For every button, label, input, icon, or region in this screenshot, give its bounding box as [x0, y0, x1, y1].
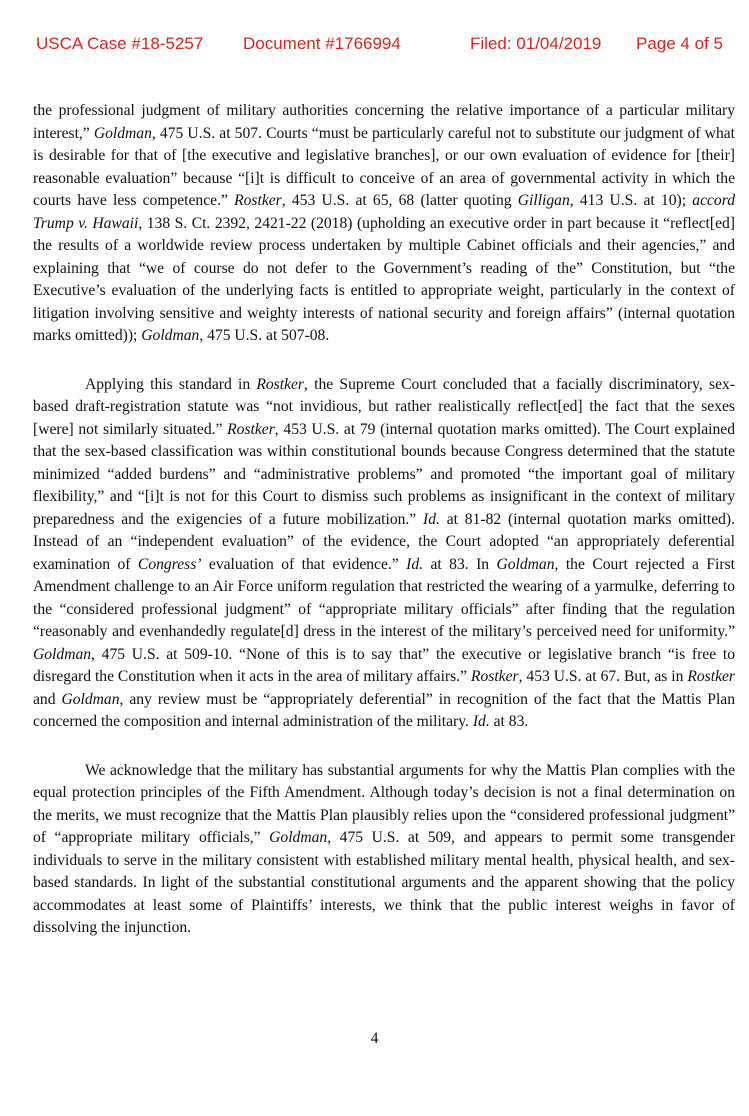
- text-run: , 475 U.S. at 509, and appears to permit some transgender individuals to serve in the military consistent with established military mental health, physical health, and sex-based standards. In light of the substantial constitutional arguments and the apparent showing that the policy accommodates at least some of Plaintiffs’ interests, we think that the public interest weighs in favor of dissolving the injunction.: [33, 829, 735, 936]
- citation-italic: Goldman: [33, 645, 92, 663]
- text-run: , 453 U.S. at 65, 68 (latter quoting: [281, 192, 518, 209]
- citation-italic: Goldman: [496, 555, 555, 573]
- text-run: at 81-82 (internal quotation marks omitted). Instead of an “independent evaluation” of the evidence, the Court adopted “an appropriately deferential examination of: [33, 510, 735, 573]
- text-run: , the Supreme Court concluded that a facially discriminatory, sex-based draft-registration statute was “not invidious, but rather realistically reflect[ed] the fact that the sexes [were] not similarly situated.”: [33, 375, 735, 438]
- citation-italic: Id.: [406, 555, 424, 573]
- text-run: , 475 U.S. at 507. Courts “must be particularly careful not to substitute our judgment of what is desirable for that of [the executive and legislative branches], or our own evaluation of evidence for [their] reasonable evaluation” because “[i]t is difficult to conceive of an area of governmental activity in which the courts have less competence.”: [33, 124, 735, 209]
- text-run: We acknowledge that the military has substantial arguments for why the Mattis Plan complies with the equal protection principles of the Fifth Amendment. Although today’s decision is not a final determination on the merits, we must recognize that the Mattis Plan plausibly relies upon the “considered professional judgment” of “appropriate military officials,”: [33, 761, 735, 846]
- paragraph-2: [33, 374, 735, 734]
- text-run: at 83.: [489, 713, 529, 730]
- text-run: , the Court rejected a First Amendment challenge to an Air Force uniform regulation that restricted the wearing of a yarmulke, deferring to the “considered professional judgment” of “appropriate military officials” after finding that the regulation “reasonably and evenhandedly regulate[d] dress in the interest of the military’s perceived need for uniformity.”: [33, 555, 735, 640]
- text-run: , 453 U.S. at 79 (internal quotation marks omitted). The Court explained that the sex-based classification was within constitutional bounds because Congress determined that the statute minimized “added burdens” and “administrative problems” and promoted “the important goal of military flexibility,” and “[i]t is not for this Court to dismiss such problems as insignificant in the context of military preparedness and the exigencies of a future mobilization.”: [33, 420, 735, 528]
- citation-italic: Rostker: [687, 668, 735, 685]
- citation-italic: Rostker: [227, 420, 275, 438]
- citation-italic: Id.: [472, 713, 490, 730]
- filed-date: Filed: 01/04/2019: [470, 34, 602, 53]
- text-run: , 413 U.S. at 10);: [569, 192, 693, 209]
- citation-italic: accord Trump v. Hawaii: [33, 192, 736, 232]
- paragraph-1: [33, 100, 735, 348]
- citation-italic: Id.: [423, 510, 440, 528]
- citation-italic: Gilligan: [517, 192, 570, 209]
- citation-italic: Goldman: [93, 124, 152, 142]
- citation-italic: Goldman: [269, 829, 328, 846]
- document-number: Document #1766994: [243, 34, 401, 53]
- text-run: , 453 U.S. at 67. But, as in: [518, 668, 688, 685]
- page-number: 4: [370, 1030, 379, 1047]
- citation-italic: Rostker: [470, 668, 519, 685]
- case-header: [36, 34, 736, 58]
- paragraph-3: [33, 760, 735, 940]
- text-run: , any review must be “appropriately deferential” in recognition of the fact that the Mattis Plan concerned the composition and internal administration of the military.: [33, 690, 735, 730]
- opinion-body: [33, 100, 735, 966]
- text-run: , 138 S. Ct. 2392, 2421-22 (2018) (upholding an executive order in part because it “reflect[ed] the results of a worldwide review process undertaken by multiple Cabinet officials and their agencies,” and explaining that “we of course do not defer to the Government’s reading of the” Constitution, but “the Executive’s evaluation of the underlying facts is entitled to appropriate weight, particularly in the context of litigation involving sensitive and weighty interests of national security and foreign affairs” (internal quotation marks omitted));: [33, 214, 735, 344]
- citation-italic: Rostker: [256, 375, 304, 393]
- citation-italic: Goldman: [61, 690, 120, 708]
- citation-italic: Goldman: [141, 327, 200, 344]
- citation-italic: Rostker: [234, 192, 282, 209]
- text-run: Applying this standard in: [85, 375, 257, 393]
- text-run: and: [33, 690, 62, 708]
- text-run: evaluation of that evidence.”: [201, 555, 407, 573]
- page-indicator: Page 4 of 5: [636, 34, 723, 53]
- text-run: , 475 U.S. at 509-10. “None of this is to say that” the executive or legislative branch “is free to disregard the Constitution when it acts in the area of military affairs.”: [33, 645, 735, 685]
- case-number: USCA Case #18-5257: [36, 34, 204, 53]
- text-run: the professional judgment of military authorities concerning the relative importance of a particular military interest,”: [33, 102, 735, 142]
- citation-italic: Congress’: [137, 555, 202, 573]
- text-run: at 83. In: [423, 555, 497, 573]
- text-run: , 475 U.S. at 507-08.: [199, 327, 330, 344]
